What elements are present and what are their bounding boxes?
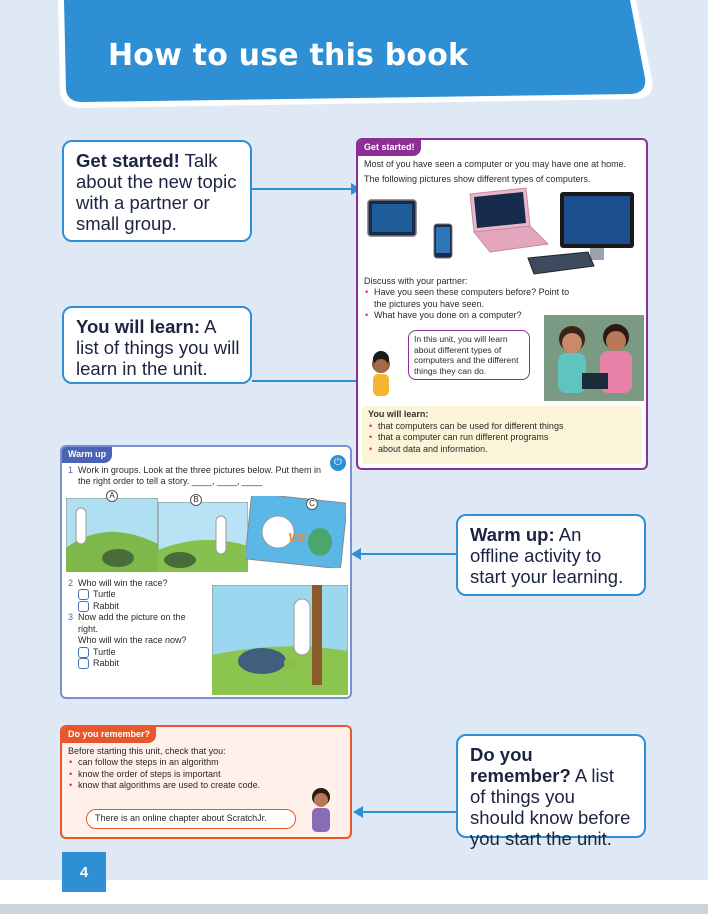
question-text: Who will win the race? [78,577,168,588]
get-started-tag: Get started! [358,140,421,156]
question-text: Who will win the race now? [78,635,187,645]
remember-list [68,757,344,792]
intro-line: Most of you have seen a computer or you may have one at home. [364,158,627,169]
checkbox[interactable] [78,589,89,600]
arrow-get-started [252,188,352,190]
intro-line: The following pictures show different types of computers. [364,174,591,184]
arrow-do-you-remember [362,811,456,813]
callout-do-you-remember [456,734,646,849]
option-label: Turtle [93,589,116,599]
girl-avatar [366,350,396,400]
arrow-you-will-learn [252,380,362,382]
callout-text: Talk about the new topic with a partner or small group. [76,150,237,234]
checkbox[interactable] [78,658,89,669]
get-started-panel [356,138,648,470]
arrow-warm-up [360,553,456,555]
picture-label-b: B [190,494,202,506]
list-item: • Have you seen these computers before? Point to the pictures you have seen. [364,287,574,310]
callout-text: A list of things you should know before you start the unit. [470,765,631,849]
do-you-remember-panel [60,725,352,839]
discuss-label: Discuss with your partner: [364,275,468,286]
page-number: 4 [62,852,106,892]
timer-icon: ⏻ [330,455,346,471]
list-item: • that computers can be used for different things [368,421,636,433]
story-pictures [66,492,346,576]
checkbox[interactable] [78,601,89,612]
option-label: Rabbit [93,658,120,668]
list-item: • know that algorithms are used to create code. [68,780,344,792]
callout-text: A list of things you will learn in the unit. [76,316,240,379]
callout-heading: Do you remember? [470,744,571,786]
callout-heading: Warm up: [470,524,555,545]
girl-avatar [306,785,336,835]
question-text: Work in groups. Look at the three pictures below. Put them in the right order to tell a story. ____, ____, ____ [78,464,321,486]
checkbox[interactable] [78,647,89,658]
callout-heading: Get started! [76,150,180,171]
option-label: Rabbit [93,600,120,611]
you-will-learn-box [362,406,642,464]
list-item: • about data and information. [368,444,636,456]
race-picture [212,585,348,695]
question-number: 2 [68,577,74,588]
callout-get-started [62,140,252,242]
vs-text: VS [288,529,306,545]
picture-label-a: A [106,490,118,502]
callout-warm-up [456,514,646,596]
list-item: • What have you done on a computer? [364,310,640,322]
callout-heading: You will learn: [76,316,201,337]
learn-list [368,421,636,456]
warm-up-tag: Warm up [62,447,112,463]
children-photo [544,315,644,401]
learn-heading: You will learn: [368,409,429,419]
speech-bubble: There is an online chapter about ScratchJr. [86,809,296,829]
callout-you-will-learn [62,306,252,384]
speech-bubble: In this unit, you will learn about different types of computers and the different things they can do. [408,330,530,380]
question-number: 1 [68,464,74,475]
list-item: • know the order of steps is important [68,769,344,781]
do-you-remember-tag: Do you remember? [62,727,156,743]
question-text: Now add the picture on the right. [78,612,186,634]
picture-label-c: C [306,498,318,510]
page-title: How to use this book [108,38,469,73]
picture-b [158,502,248,572]
warm-up-panel [60,445,352,699]
bottom-strip [0,904,708,914]
list-item: • can follow the steps in an algorithm [68,757,344,769]
computers-illustration [358,186,646,276]
callout-text: An offline activity to start your learning. [470,524,624,587]
question-number: 3 [68,612,74,622]
list-item: • that a computer can run different programs [368,432,636,444]
picture-a [66,498,158,572]
option-label: Turtle [93,646,116,657]
remember-intro: Before starting this unit, check that you: [68,745,226,756]
